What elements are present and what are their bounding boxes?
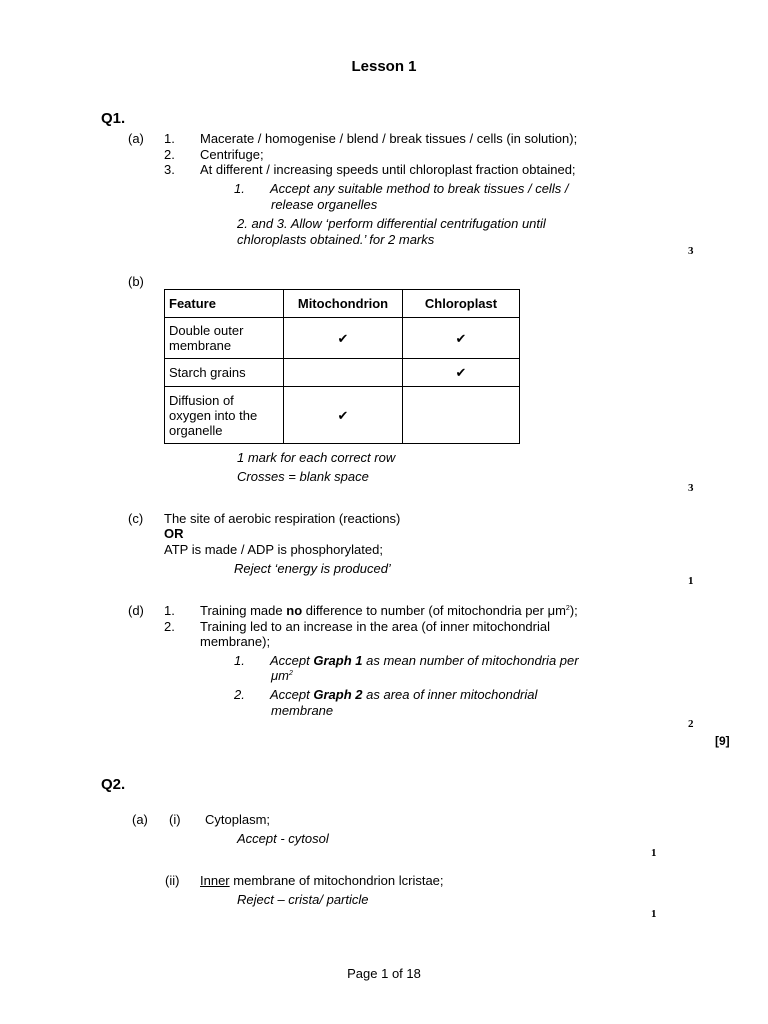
q1d-item-1-post: difference to number (of mitochondria per μm — [305, 603, 566, 618]
q1d-note-2-pre: Accept — [270, 687, 310, 702]
q1a-item-2-text: Centrifuge; — [200, 147, 264, 162]
table-cell-chloroplast: ✔ — [403, 359, 520, 387]
q1d-note-1-pre: Accept — [270, 653, 310, 668]
question-2-heading: Q2. — [101, 776, 126, 793]
table-cell-feature: Double outer membrane — [165, 318, 284, 359]
q1a-note-1-line-2: release organelles — [271, 197, 378, 212]
q1d-note-2-bold: Graph 2 — [313, 687, 363, 702]
table-row — [165, 359, 520, 387]
q1a-item-1-text: Macerate / homogenise / blend / break tissues / cells (in solution); — [200, 131, 578, 146]
q1d-item-1-sup: 2 — [565, 605, 570, 612]
q1b-marks: 3 — [688, 482, 694, 494]
q2a-ii-text — [200, 873, 444, 888]
q1a-note-1-line-1: Accept any suitable method to break tissues / cells / — [270, 181, 569, 196]
table-row — [165, 387, 520, 444]
page-footer: Page 1 of 18 — [347, 966, 421, 981]
table-header-feature: Feature — [165, 290, 284, 318]
table-cell-mitochondrion: ✔ — [284, 318, 403, 359]
q1b-note-1: 1 mark for each correct row — [237, 450, 396, 465]
q1c-line-1: The site of aerobic respiration (reactions) — [164, 511, 401, 526]
table-cell-feature: Diffusion of oxygen into the organelle — [165, 387, 284, 444]
table-cell-chloroplast — [403, 387, 520, 444]
q1a-marks: 3 — [688, 245, 694, 257]
q2a-ii-marks: 1 — [651, 908, 657, 920]
q1d-note-2-post: as area of inner mitochondrial — [366, 687, 538, 702]
table-cell-chloroplast: ✔ — [403, 318, 520, 359]
q1d-marks: 2 — [688, 718, 694, 730]
q1c-or: OR — [164, 526, 184, 541]
q1d-item-2-number: 2. — [164, 619, 175, 634]
q1a-item-3-number: 3. — [164, 162, 175, 177]
q1a-item-1-number: 1. — [164, 131, 175, 146]
q1a-note-2-line-2: chloroplasts obtained.’ for 2 marks — [237, 232, 435, 247]
q1d-note-2-number: 2. — [234, 687, 245, 702]
q1d-note-1-line-1 — [270, 653, 579, 668]
question-1-heading: Q1. — [101, 110, 126, 127]
organelle-feature-table — [164, 289, 520, 444]
table-header-chloroplast: Chloroplast — [403, 290, 520, 318]
q1d-item-1-text — [200, 603, 578, 618]
page-title: Lesson 1 — [351, 58, 417, 75]
q1d-note-1-unit: μm — [271, 668, 289, 683]
q2a-ii-note: Reject – crista/ particle — [237, 892, 369, 907]
q1c-marks: 1 — [688, 575, 694, 587]
q1-part-b-label: (b) — [128, 274, 144, 289]
q1a-note-2-line-1: 2. and 3. Allow ‘perform differential centrifugation until — [237, 216, 546, 231]
table-header-row — [165, 290, 520, 318]
q1c-line-2: ATP is made / ADP is phosphorylated; — [164, 542, 383, 557]
table-row — [165, 318, 520, 359]
table-cell-feature: Starch grains — [165, 359, 284, 387]
q1-part-d-label: (d) — [128, 603, 144, 618]
q1d-item-2-line-1: Training led to an increase in the area (of inner mitochondrial — [200, 619, 550, 634]
q1-total-marks: [9] — [715, 734, 730, 748]
q1a-note-1-number: 1. — [234, 181, 245, 196]
q1d-note-2-line-1 — [270, 687, 537, 702]
q2a-ii-rest: membrane of mitochondrion lcristae; — [233, 873, 444, 888]
q1-part-a-label: (a) — [128, 131, 144, 146]
table-cell-mitochondrion — [284, 359, 403, 387]
q1a-item-3-text: At different / increasing speeds until chloroplast fraction obtained; — [200, 162, 576, 177]
q1d-item-1-bold: no — [286, 603, 303, 618]
q2a-part-ii-label: (ii) — [165, 873, 180, 888]
q1d-item-1-end: ); — [569, 603, 578, 618]
q1b-note-2: Crosses = blank space — [237, 469, 369, 484]
q2a-part-i-label: (i) — [169, 812, 181, 827]
q1c-note: Reject ‘energy is produced’ — [234, 561, 391, 576]
q1a-item-2-number: 2. — [164, 147, 175, 162]
table-header-mitochondrion: Mitochondrion — [284, 290, 403, 318]
q1d-item-1-number: 1. — [164, 603, 175, 618]
q2a-i-note: Accept - cytosol — [237, 831, 329, 846]
q1d-item-2-line-2: membrane); — [200, 634, 271, 649]
q1d-note-1-post: as mean number of mitochondria per — [366, 653, 579, 668]
q1d-note-1-line-2 — [271, 668, 293, 683]
q1-part-c-label: (c) — [128, 511, 144, 526]
table-cell-mitochondrion: ✔ — [284, 387, 403, 444]
q2a-i-marks: 1 — [651, 847, 657, 859]
q2-part-a-label: (a) — [132, 812, 148, 827]
q1d-item-1-pre: Training made — [200, 603, 283, 618]
q1d-note-2-line-2: membrane — [271, 703, 334, 718]
q1d-note-1-number: 1. — [234, 653, 245, 668]
q2a-ii-underlined: Inner — [200, 873, 230, 888]
q1d-note-1-sup: 2 — [288, 670, 293, 677]
q1d-note-1-bold: Graph 1 — [313, 653, 363, 668]
q2a-i-text: Cytoplasm; — [205, 812, 271, 827]
